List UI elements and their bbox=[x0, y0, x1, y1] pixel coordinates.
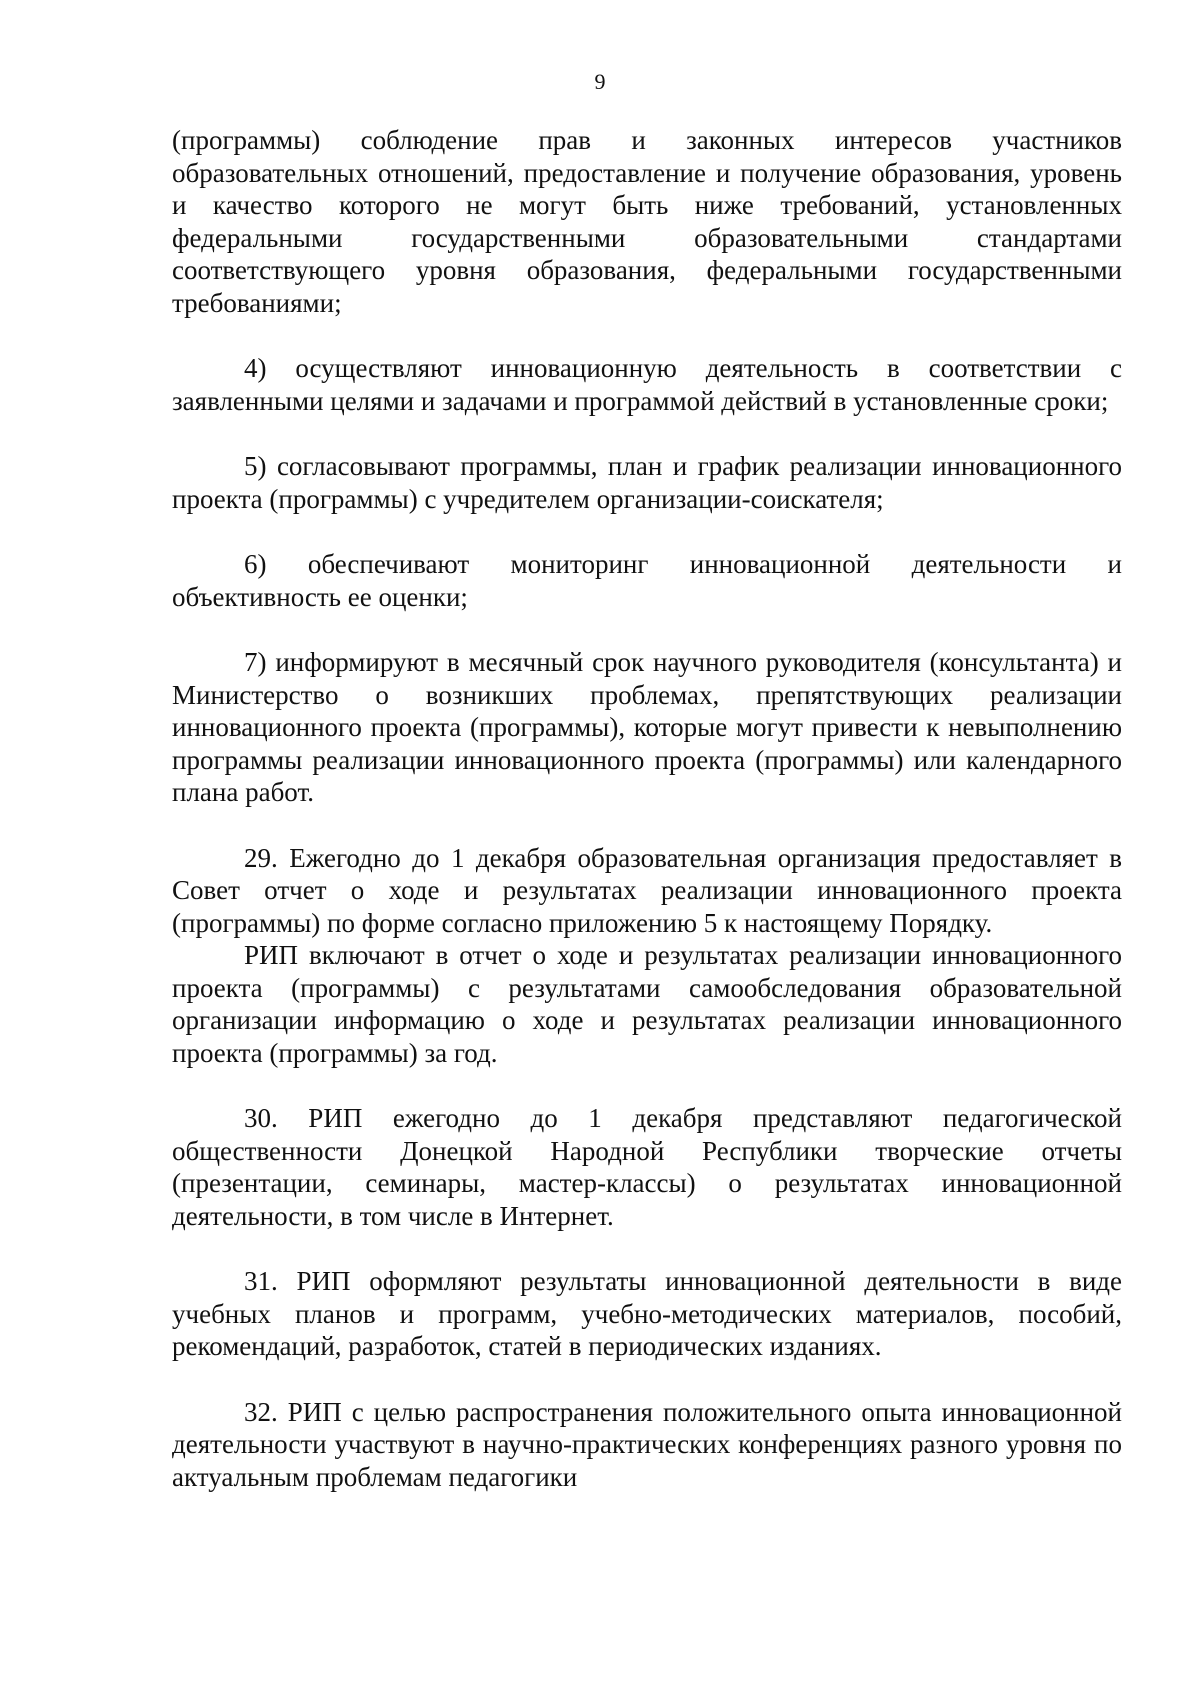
page-number: 9 bbox=[594, 69, 606, 94]
paragraph-item-4: 4) осуществляют инновационную деятельность в соответствии с заявленными целями и задачами и программой действий в установленные сроки; bbox=[172, 353, 1122, 416]
paragraph-32: 32. РИП с целью распространения положительного опыта инновационной деятельности участвуют в научно-практических конференциях разного уровня по актуальным проблемам педагогики bbox=[172, 1396, 1122, 1492]
paragraph-31: 31. РИП оформляют результаты инновационной деятельности в виде учебных планов и программ, учебно-методических материалов, пособий, рекомендаций, разработок, статей в периодических изданиях. bbox=[172, 1266, 1122, 1361]
paragraph-29: 29. Ежегодно до 1 декабря образовательная организация предоставляет в Совет отчет о ходе и результатах реализации инновационного проекта (программы) по форме согласно приложению 5 к настоящему Порядку. bbox=[172, 842, 1122, 938]
paragraph-item-6: 6) обеспечивают мониторинг инновационной деятельности и объективность ее оценки; bbox=[172, 549, 1122, 612]
paragraph-item-5: 5) согласовывают программы, план и график реализации инновационного проекта (программы) с учредителем организации-соискателя; bbox=[172, 451, 1122, 514]
document-body bbox=[172, 124, 1122, 1493]
paragraph-item-7: 7) информируют в месячный срок научного руководителя (консультанта) и Министерство о возникших проблемах, препятствующих реализации инновационного проекта (программы), которые могут привести к невыполнению программы реализации инновационного проекта (программы) или календарного плана работ. bbox=[172, 647, 1122, 807]
paragraph-continuation: (программы) соблюдение прав и законных интересов участников образовательных отношений, предоставление и получение образования, уровень и качество которого не могут быть ниже требований, установленных федеральными государственными образовательными стандартами соответствующего уровня образования, федеральными государственными требованиями; bbox=[172, 125, 1122, 318]
paragraph-29-rip: РИП включают в отчет о ходе и результатах реализации инновационного проекта (программы) с результатами самообследования образовательной организации информацию о ходе и результатах реализации инновационного проекта (программы) за год. bbox=[172, 940, 1122, 1068]
paragraph-30: 30. РИП ежегодно до 1 декабря представляют педагогической общественности Донецкой Народной Республики творческие отчеты (презентации, семинары, мастер-классы) о результатах инновационной деятельности, в том числе в Интернет. bbox=[172, 1103, 1122, 1231]
